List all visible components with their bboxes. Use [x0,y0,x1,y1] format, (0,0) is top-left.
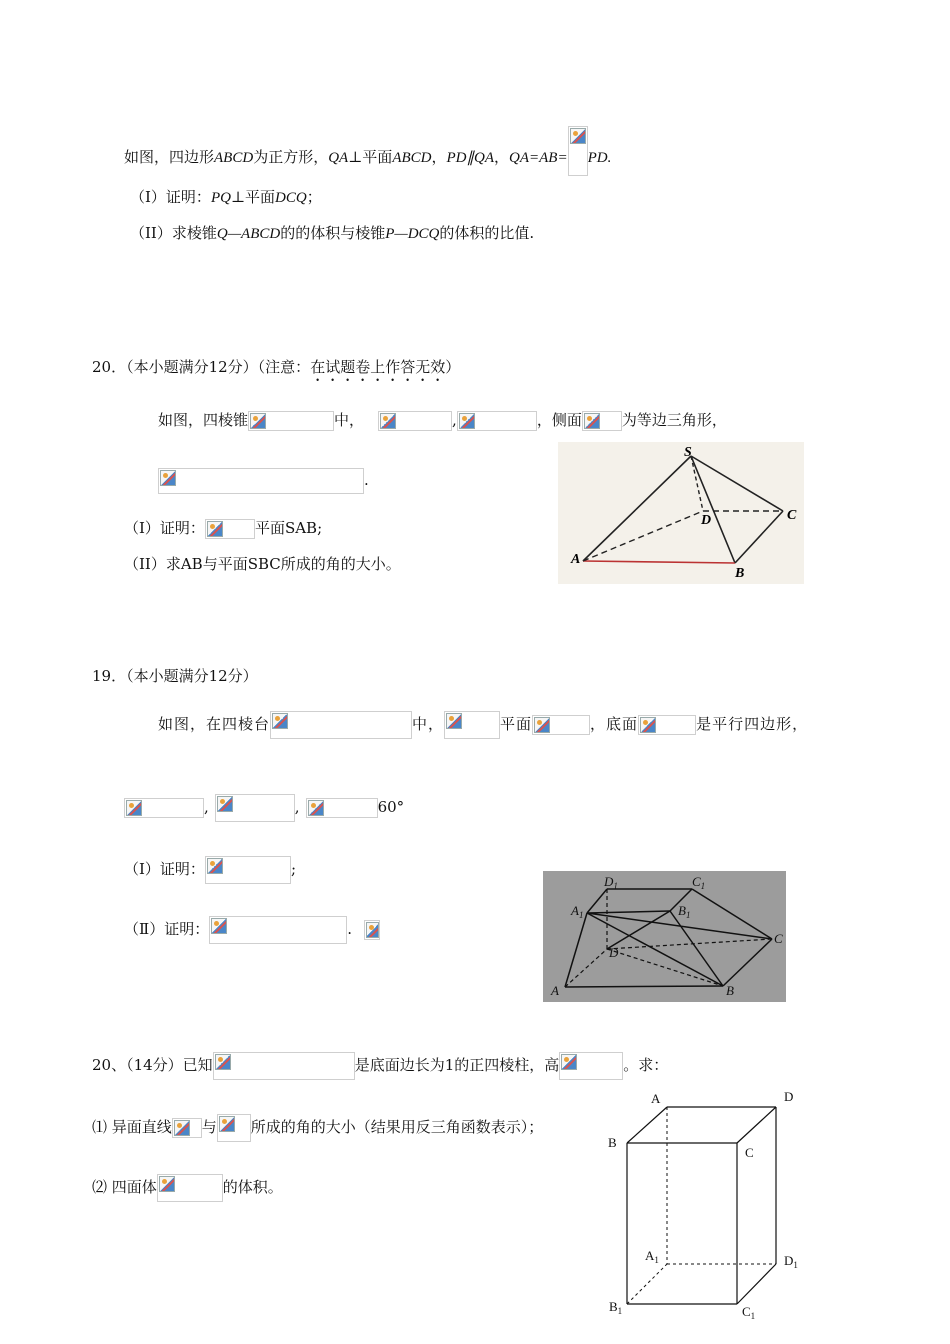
q3-text: 60° [377,798,405,816]
q4-text: 。求： [623,1056,669,1074]
q3-line1 [158,711,808,739]
broken-image-icon [124,798,204,818]
q3-text: 19．（本小题满分12分） [92,667,258,685]
q1-text: 为正方形， [253,148,329,166]
q4-text: 的体积。 [222,1178,283,1196]
label-d1: $D_1$ [604,874,618,891]
q1-text: ， [431,148,447,166]
q2-text: 为等边三角形， [621,411,727,429]
q1-text: 的体积的比值. [439,224,535,242]
q1-math: QA [328,150,349,166]
q4-text: ⑴ 异面直线 [92,1118,172,1136]
q2-text: 20．（本小题满分12分）（注意： [92,358,311,376]
broken-image-icon [568,126,588,176]
q1-part1 [130,186,322,209]
broken-image-icon [157,1174,223,1202]
broken-image-icon [444,711,500,739]
q3-text: , [204,798,209,816]
label-c: C [745,1145,754,1160]
q3-text: . [347,920,352,938]
q4-heading [92,1052,668,1080]
broken-image-icon [582,411,622,431]
q4-text: 20、（14分）已知 [92,1056,213,1074]
label-b: B [735,566,745,581]
q4-text: 所成的角的大小（结果用反三角函数表示）； [250,1118,544,1136]
broken-image-icon [209,916,347,944]
label-c1: $C_1$ [692,874,706,891]
q3-text: （Ⅰ）证明： [124,860,205,878]
q1-intro [124,126,611,176]
q1-math: PD. [587,150,612,166]
label-a: A [651,1091,661,1106]
q2-text: （I）证明： [124,519,205,537]
q1-part2 [130,222,534,245]
q3-text: 中， [412,715,445,733]
q3-text: 平面 [500,715,533,733]
q3-text: 是平行四边形， [696,715,809,733]
q2-text: . [364,471,369,489]
q2-text: , [452,411,457,429]
label-b: B [608,1135,617,1150]
q3-part2 [124,916,380,944]
label-c: C [787,508,797,523]
label-d1: $D_1$ [784,1253,798,1270]
edge-b1a1 [627,1264,667,1304]
broken-image-icon [306,798,378,818]
q4-part2 [92,1174,283,1202]
q1-math: QA=AB= [509,150,568,166]
q3-text: （Ⅱ）证明： [124,920,210,938]
pyramid-figure [558,442,804,584]
broken-image-icon [270,711,412,739]
broken-image-icon [532,715,590,735]
label-s: S [684,445,692,460]
q1-math: PQ [210,190,231,206]
edge-ab [565,986,723,987]
q4-text: 是底面边长为1的正四棱柱，高 [354,1056,560,1074]
label-a1: $A_1$ [571,903,584,920]
broken-image-icon [217,1114,251,1142]
edge-ba [627,1107,667,1143]
q3-text: , [294,798,300,816]
q1-text: ； [306,188,322,206]
q4-part1 [92,1114,543,1142]
q3-line2 [124,794,404,822]
label-d: D [609,945,619,960]
q1-text: 如图，四边形 [124,148,215,166]
q1-text: ， [494,148,510,166]
label-a: A [571,552,581,567]
q2-emphasis-text: 在试题卷上作答无效 [310,358,446,376]
q1-text: ⊥平面 [230,188,276,206]
broken-image-icon [172,1118,202,1138]
label-b1: $B_1$ [609,1299,623,1316]
label-c: C [774,931,783,946]
label-c1: $C_1$ [742,1304,756,1321]
q2-part1 [124,517,322,539]
q2-heading [92,356,460,385]
q1-math: DCQ [275,190,307,206]
label-a: A [551,983,559,998]
q2-text: 如图，四棱锥 [158,411,249,429]
q4-text: ⑵ 四面体 [92,1178,157,1196]
edge-cd [737,1107,776,1143]
label-d: D [784,1089,794,1104]
label-d: D [701,513,712,528]
broken-image-icon [205,856,291,884]
broken-image-icon [559,1052,623,1080]
q1-math: PD∥QA [446,150,494,166]
q3-text: ，底面 [590,715,639,733]
q1-text: （II）求棱锥 [130,224,217,242]
broken-image-icon [158,468,364,494]
q3-text: ; [290,860,296,878]
broken-image-icon [378,411,452,431]
edge-c1d1 [737,1264,776,1304]
broken-image-icon [638,715,696,735]
q2-part2 [124,553,401,575]
prism-figure [600,1086,810,1326]
q1-math: P—DCQ [385,226,440,242]
q1-math: ABCD [392,150,432,166]
broken-image-icon [215,794,295,822]
q1-text: 的的体积与棱锥 [280,224,386,242]
label-b1: $B_1$ [678,903,691,920]
q3-heading [92,665,258,687]
broken-image-icon [248,411,334,431]
q2-text: 平面SAB; [254,519,323,537]
q1-math: ABCD [214,150,254,166]
frustum-figure [543,871,786,1002]
q2-line1 [158,409,727,431]
q2-text: ，侧面 [536,411,582,429]
q1-text: （I）证明： [130,188,211,206]
q1-text: ⊥平面 [348,148,393,166]
broken-image-icon [213,1052,355,1080]
q2-line2 [158,468,369,494]
broken-image-icon [205,519,255,539]
label-b: B [726,983,734,998]
broken-image-icon [364,920,380,940]
q3-text: 如图，在四棱台 [158,715,271,733]
q1-math: Q—ABCD [216,226,281,242]
q2-text: 中， [334,411,365,429]
q4-text: 与 [201,1118,217,1136]
q3-part1 [124,856,296,884]
broken-image-icon [457,411,537,431]
q2-text: ） [445,358,461,376]
label-a1: $A_1$ [645,1248,659,1265]
q2-text: （II）求AB与平面SBC所成的角的大小。 [124,555,401,573]
